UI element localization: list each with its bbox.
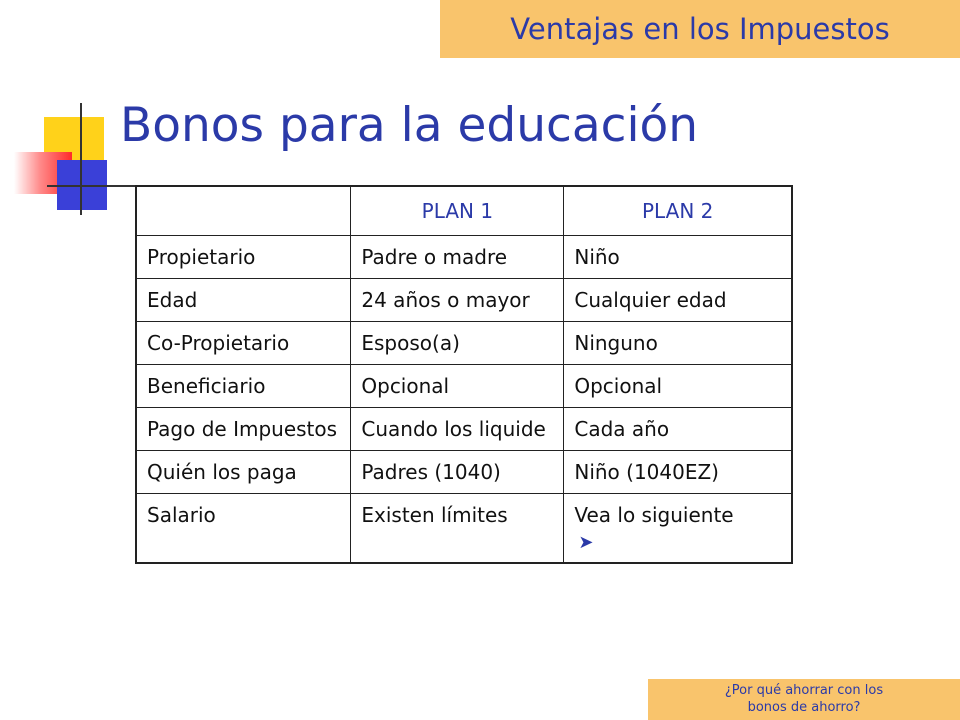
- education-bonds-table: [135, 185, 793, 564]
- arrow-right-icon[interactable]: ➤: [578, 532, 594, 553]
- table-row: [136, 236, 792, 279]
- plan1-cell: Opcional: [351, 365, 564, 408]
- table-header-row: [136, 186, 792, 236]
- header-banner-text: Ventajas en los Impuestos: [510, 11, 890, 46]
- plan1-cell: Padre o madre: [351, 236, 564, 279]
- table-row: [136, 322, 792, 365]
- decorative-horizontal-line: [47, 185, 145, 187]
- header-cell-plan2: PLAN 2: [564, 186, 792, 236]
- slide-title: Bonos para la educación: [120, 98, 699, 153]
- plan2-cell: Niño (1040EZ): [564, 451, 792, 494]
- row-label: Propietario: [136, 236, 351, 279]
- table-row: [136, 365, 792, 408]
- plan2-cell: Cada año: [564, 408, 792, 451]
- footer-link-why-save[interactable]: [648, 679, 960, 720]
- table-row: [136, 494, 792, 564]
- plan2-cell: Cualquier edad: [564, 279, 792, 322]
- plan1-cell: Cuando los liquide: [351, 408, 564, 451]
- footer-link-text[interactable]: ¿Por qué ahorrar con los bonos de ahorro?: [724, 683, 884, 715]
- plan1-cell: Esposo(a): [351, 322, 564, 365]
- row-label: Quién los paga: [136, 451, 351, 494]
- row-label: Salario: [136, 494, 351, 564]
- row-label: Edad: [136, 279, 351, 322]
- table-row: [136, 279, 792, 322]
- plan2-cell: Niño: [564, 236, 792, 279]
- table-row: [136, 451, 792, 494]
- plan1-cell: 24 años o mayor: [351, 279, 564, 322]
- header-cell-empty: [136, 186, 351, 236]
- plan2-cell: Ninguno: [564, 322, 792, 365]
- header-cell-plan1: PLAN 1: [351, 186, 564, 236]
- row-label: Beneficiario: [136, 365, 351, 408]
- row-label: Co-Propietario: [136, 322, 351, 365]
- plan2-cell-text: Vea lo siguiente: [574, 503, 734, 527]
- plan1-cell: Existen límites: [351, 494, 564, 564]
- header-banner: [440, 0, 960, 58]
- table-row: [136, 408, 792, 451]
- plan2-cell: Opcional: [564, 365, 792, 408]
- plan2-cell: [564, 494, 792, 564]
- plan1-cell: Padres (1040): [351, 451, 564, 494]
- decorative-vertical-line: [80, 103, 82, 215]
- row-label: Pago de Impuestos: [136, 408, 351, 451]
